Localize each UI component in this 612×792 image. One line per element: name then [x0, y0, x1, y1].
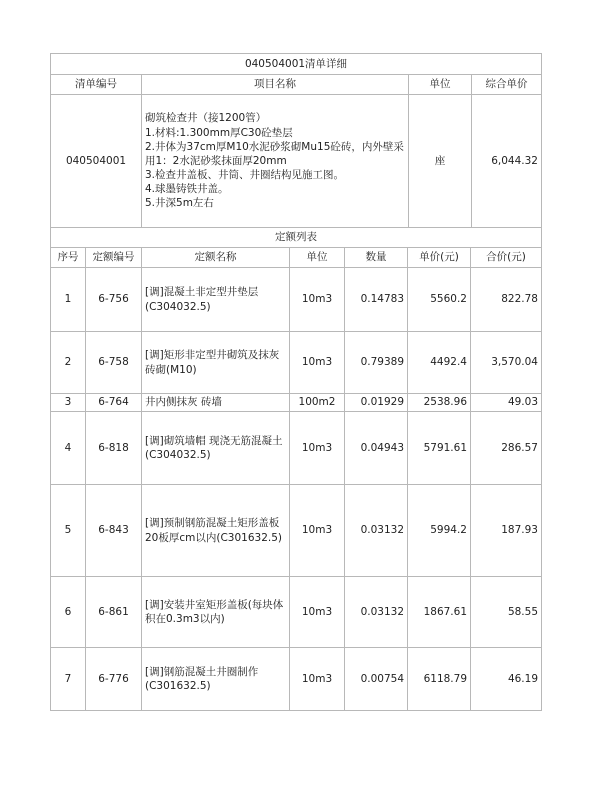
row-qty: 0.03132: [345, 577, 408, 648]
row-seq: 4: [51, 412, 86, 485]
row-name: [调]矩形非定型井砌筑及抹灰 砖砌(M10): [142, 332, 290, 394]
row-unit: 10m3: [290, 332, 345, 394]
row-unit: 10m3: [290, 577, 345, 648]
row-total: 46.19: [471, 648, 542, 711]
row-code: 6-843: [86, 485, 142, 577]
bill-title: 040504001清单详细: [51, 54, 542, 75]
row-seq: 3: [51, 394, 86, 412]
quota-header-unit: 单位: [290, 248, 345, 268]
row-code: 6-861: [86, 577, 142, 648]
row-unit: 10m3: [290, 412, 345, 485]
quota-header-name: 定额名称: [142, 248, 290, 268]
row-code: 6-764: [86, 394, 142, 412]
row-code: 6-756: [86, 268, 142, 332]
bill-table: [50, 53, 542, 228]
quota-header-total: 合价(元): [471, 248, 542, 268]
bill-description-line: 3.检查井盖板、井筒、井圈结构见施工图。: [145, 169, 345, 182]
row-seq: 6: [51, 577, 86, 648]
row-unit: 10m3: [290, 485, 345, 577]
row-seq: 5: [51, 485, 86, 577]
row-name: [调]预制钢筋混凝土矩形盖板20板厚cm以内(C301632.5): [142, 485, 290, 577]
row-price: 5994.2: [408, 485, 471, 577]
row-price: 1867.61: [408, 577, 471, 648]
table-row: [51, 394, 542, 412]
row-name: 井内侧抹灰 砖墙: [142, 394, 290, 412]
row-seq: 2: [51, 332, 86, 394]
row-qty: 0.00754: [345, 648, 408, 711]
row-name: [调]钢筋混凝土井圈制作(C301632.5): [142, 648, 290, 711]
row-price: 5791.61: [408, 412, 471, 485]
table-row: [51, 577, 542, 648]
bill-description-line: 4.球墨铸铁井盖。: [145, 183, 229, 196]
bill-header-name: 项目名称: [142, 75, 409, 95]
row-qty: 0.04943: [345, 412, 408, 485]
row-qty: 0.14783: [345, 268, 408, 332]
row-price: 2538.96: [408, 394, 471, 412]
table-row: [51, 648, 542, 711]
row-seq: 7: [51, 648, 86, 711]
row-price: 6118.79: [408, 648, 471, 711]
bill-unit: 座: [409, 95, 472, 228]
row-price: 5560.2: [408, 268, 471, 332]
bill-description-line: 5.井深5m左右: [145, 197, 214, 210]
quota-header-qty: 数量: [345, 248, 408, 268]
bill-description-line: 1.材料:1.300mm厚C30砼垫层: [145, 126, 293, 139]
row-name: [调]混凝土非定型井垫层(C304032.5): [142, 268, 290, 332]
row-price: 4492.4: [408, 332, 471, 394]
quota-title: 定额列表: [51, 228, 542, 248]
row-qty: 0.01929: [345, 394, 408, 412]
row-unit: 100m2: [290, 394, 345, 412]
row-total: 286.57: [471, 412, 542, 485]
quota-header-seq: 序号: [51, 248, 86, 268]
row-code: 6-758: [86, 332, 142, 394]
row-total: 49.03: [471, 394, 542, 412]
table-row: [51, 412, 542, 485]
row-total: 822.78: [471, 268, 542, 332]
quota-header-price: 单价(元): [408, 248, 471, 268]
row-unit: 10m3: [290, 268, 345, 332]
quota-header-code: 定额编号: [86, 248, 142, 268]
bill-price: 6,044.32: [472, 95, 542, 228]
row-unit: 10m3: [290, 648, 345, 711]
quota-table: [50, 227, 542, 711]
row-qty: 0.79389: [345, 332, 408, 394]
row-name: [调]安装井室矩形盖板(每块体积在0.3m3以内): [142, 577, 290, 648]
row-qty: 0.03132: [345, 485, 408, 577]
row-code: 6-818: [86, 412, 142, 485]
bill-description-line: 砌筑检查井（接1200管）: [145, 112, 267, 125]
row-total: 58.55: [471, 577, 542, 648]
row-seq: 1: [51, 268, 86, 332]
bill-description-line: 2.井体为37cm厚M10水泥砂浆砌Mu15砼砖，内外壁采用1：2水泥砂浆抹面厚20mm: [145, 140, 404, 167]
row-name: [调]砌筑墙帽 现浇无筋混凝土(C304032.5): [142, 412, 290, 485]
bill-header-code: 清单编号: [51, 75, 142, 95]
bill-header-unit: 单位: [409, 75, 472, 95]
row-code: 6-776: [86, 648, 142, 711]
table-row: [51, 485, 542, 577]
table-row: [51, 268, 542, 332]
table-row: [51, 332, 542, 394]
row-total: 3,570.04: [471, 332, 542, 394]
bill-header-price: 综合单价: [472, 75, 542, 95]
bill-code: 040504001: [51, 95, 142, 228]
bill-description: [142, 95, 409, 228]
row-total: 187.93: [471, 485, 542, 577]
